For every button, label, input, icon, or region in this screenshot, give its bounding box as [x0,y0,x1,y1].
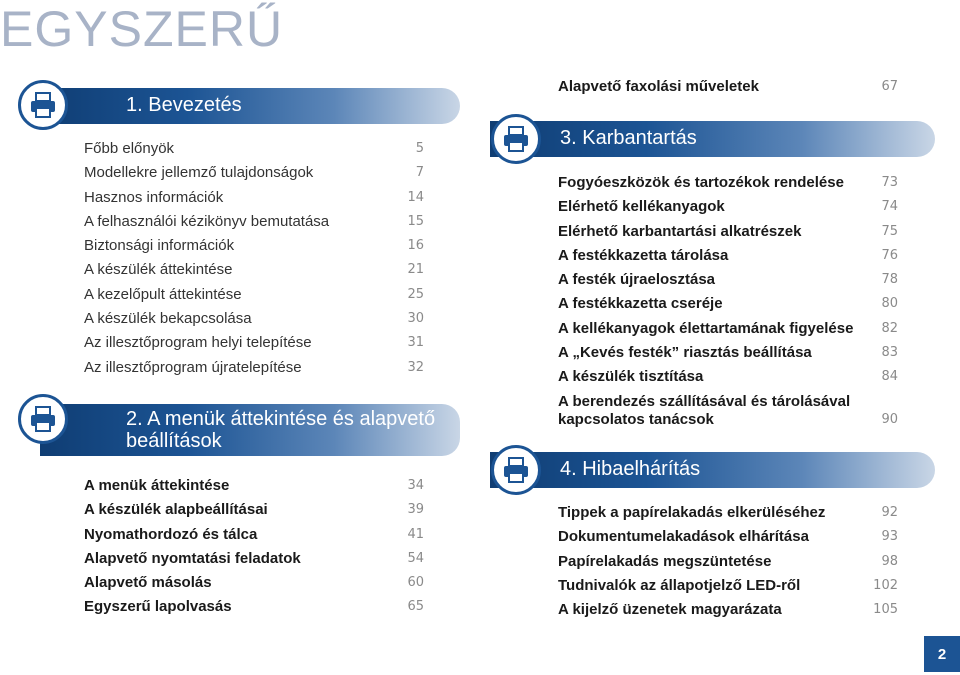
toc-entry-page: 65 [407,599,424,615]
toc-entry-label-line2: kapcsolatos tanácsok [558,410,714,428]
toc-entry-label: A festék újraelosztása [558,271,716,289]
toc-entry-label: Az illesztőprogram helyi telepítése [84,334,312,352]
section-title-2-line1: 2. A menük áttekintése és alapvető [126,408,436,430]
toc-entry-label: A készülék áttekintése [84,261,233,279]
section-title-2-line2: beállítások [126,430,222,452]
toc-entry-label: Fogyóeszközök és tartozékok rendelése [558,174,844,191]
toc-entry-page: 16 [407,238,424,254]
toc-entry[interactable] [558,601,898,625]
toc-entry-label: Alapvető másolás [84,574,212,592]
toc-entry[interactable] [84,598,424,622]
toc-entry[interactable] [558,247,898,271]
toc-entry[interactable] [558,295,898,319]
section-title-1: 1. Bevezetés [126,94,242,116]
toc-entry-label: Egyszerű lapolvasás [84,598,232,616]
toc-entry[interactable] [558,393,898,437]
toc-entry-label: A „Kevés festék” riasztás beállítása [558,344,812,362]
toc-entry[interactable] [558,78,898,102]
toc-entry-label-line1: A berendezés szállításával és tárolásával [558,392,851,410]
toc-entry[interactable] [84,501,424,525]
section-header-1[interactable] [40,88,460,124]
toc-entry-label: A kijelző üzenetek magyarázata [558,601,782,619]
toc-entry-label: A készülék alapbeállításai [84,501,268,519]
toc-entry-page: 75 [881,223,898,239]
toc-entry-label: Dokumentumelakadások elhárítása [558,528,809,546]
toc-list-section-4 [558,504,898,625]
toc-entry-label: Tippek a papírelakadás elkerüléséhez [558,504,826,521]
toc-entry-label: A készülék bekapcsolása [84,310,252,328]
toc-entry-page: 54 [407,550,424,566]
toc-entry-label: Nyomathordozó és tálca [84,525,258,543]
toc-entry-page: 83 [881,345,898,361]
toc-entry[interactable] [558,368,898,392]
toc-entry-page: 5 [415,141,424,156]
toc-entry-label: Biztonsági információk [84,237,235,255]
page-number-badge: 2 [924,636,960,672]
toc-entry[interactable] [84,189,424,213]
section-header-2[interactable] [40,404,460,456]
toc-entry[interactable] [84,310,424,334]
toc-entry-page: 102 [873,577,898,593]
toc-entry[interactable] [84,140,424,164]
toc-entry-page: 84 [881,369,898,385]
toc-entry[interactable] [558,553,898,577]
toc-entry-label: Papírelakadás megszüntetése [558,552,772,570]
toc-entry-page: 105 [873,602,898,618]
toc-entry-page: 7 [415,165,424,181]
toc-entry[interactable] [558,528,898,552]
toc-entry-page: 14 [407,189,424,205]
toc-entry-page: 32 [407,359,424,375]
printer-icon [18,80,68,130]
toc-entry[interactable] [84,526,424,550]
page-title: EGYSZERŰ [0,1,284,57]
toc-entry-page: 74 [881,199,898,215]
toc-entry[interactable] [558,271,898,295]
toc-entry-label: Hasznos információk [84,188,224,206]
toc-entry-label: Elérhető kellékanyagok [558,198,725,216]
toc-entry[interactable] [84,261,424,285]
toc-entry-page: 30 [407,311,424,327]
toc-entry-label: A menük áttekintése [84,477,230,494]
toc-entry-label: A kezelőpult áttekintése [84,285,242,303]
section-header-4[interactable] [490,452,935,488]
toc-entry-page: 80 [881,296,898,312]
toc-entry-page: 21 [407,262,424,278]
toc-entry[interactable] [558,198,898,222]
toc-entry-page: 92 [881,505,898,520]
toc-entry-label: Elérhető karbantartási alkatrészek [558,222,802,240]
toc-entry-page: 60 [407,575,424,591]
toc-entry-label: Alapvető faxolási műveletek [558,78,759,95]
section-title-3: 3. Karbantartás [560,127,697,149]
toc-entry-label: Tudnivalók az állapotjelző LED-ről [558,576,801,594]
toc-entry[interactable] [84,164,424,188]
toc-entry-label: Főbb előnyök [84,140,175,157]
toc-entry-page: 82 [881,320,898,336]
toc-entry[interactable] [84,237,424,261]
toc-entry-label [558,393,850,429]
toc-entry[interactable] [84,334,424,358]
toc-entry[interactable] [84,477,424,501]
section-header-3[interactable] [490,121,935,157]
toc-entry[interactable] [558,344,898,368]
toc-entry[interactable] [558,504,898,528]
toc-entry-label: A festékkazetta tárolása [558,246,729,264]
toc-entry[interactable] [84,286,424,310]
toc-entry-label: A festékkazetta cseréje [558,295,723,313]
toc-entry-page: 25 [407,286,424,302]
toc-entry[interactable] [84,574,424,598]
toc-entry[interactable] [84,213,424,237]
toc-entry-page: 39 [407,502,424,518]
toc-list-section-2 [84,477,424,623]
section-title-4: 4. Hibaelhárítás [560,458,701,480]
toc-entry-page: 34 [407,478,424,493]
toc-entry[interactable] [558,223,898,247]
toc-entry[interactable] [84,550,424,574]
toc-entry-label: Modellekre jellemző tulajdonságok [84,164,314,182]
toc-entry-page: 76 [881,247,898,263]
toc-list-section-3 [558,174,898,437]
toc-entry-page: 41 [407,526,424,542]
toc-entry-page: 73 [881,175,898,190]
printer-icon [18,394,68,444]
toc-entry-page: 31 [407,335,424,351]
toc-entry-page: 93 [881,529,898,545]
toc-entry-label: A kellékanyagok élettartamának figyelése [558,319,854,337]
toc-entry-page: 15 [407,213,424,229]
toc-entry-label: Alapvető nyomtatási feladatok [84,549,301,567]
toc-entry-page: 98 [881,553,898,569]
toc-entry[interactable] [558,174,898,198]
toc-entry-label: A felhasználói kézikönyv bemutatása [84,212,330,230]
toc-entry-page: 78 [881,272,898,288]
toc-entry[interactable] [84,359,424,383]
toc-list-section-1 [84,140,424,383]
toc-entry[interactable] [558,320,898,344]
toc-entry[interactable] [558,577,898,601]
printer-icon [491,445,541,495]
toc-entry-label: Az illesztőprogram újratelepítése [84,358,302,376]
printer-icon [491,114,541,164]
toc-entry-page: 67 [881,79,898,94]
toc-entry-page: 90 [881,411,898,427]
toc-list-section-2-continued [558,78,898,102]
section-title-2 [126,408,435,452]
toc-entry-label: A készülék tisztítása [558,368,704,386]
